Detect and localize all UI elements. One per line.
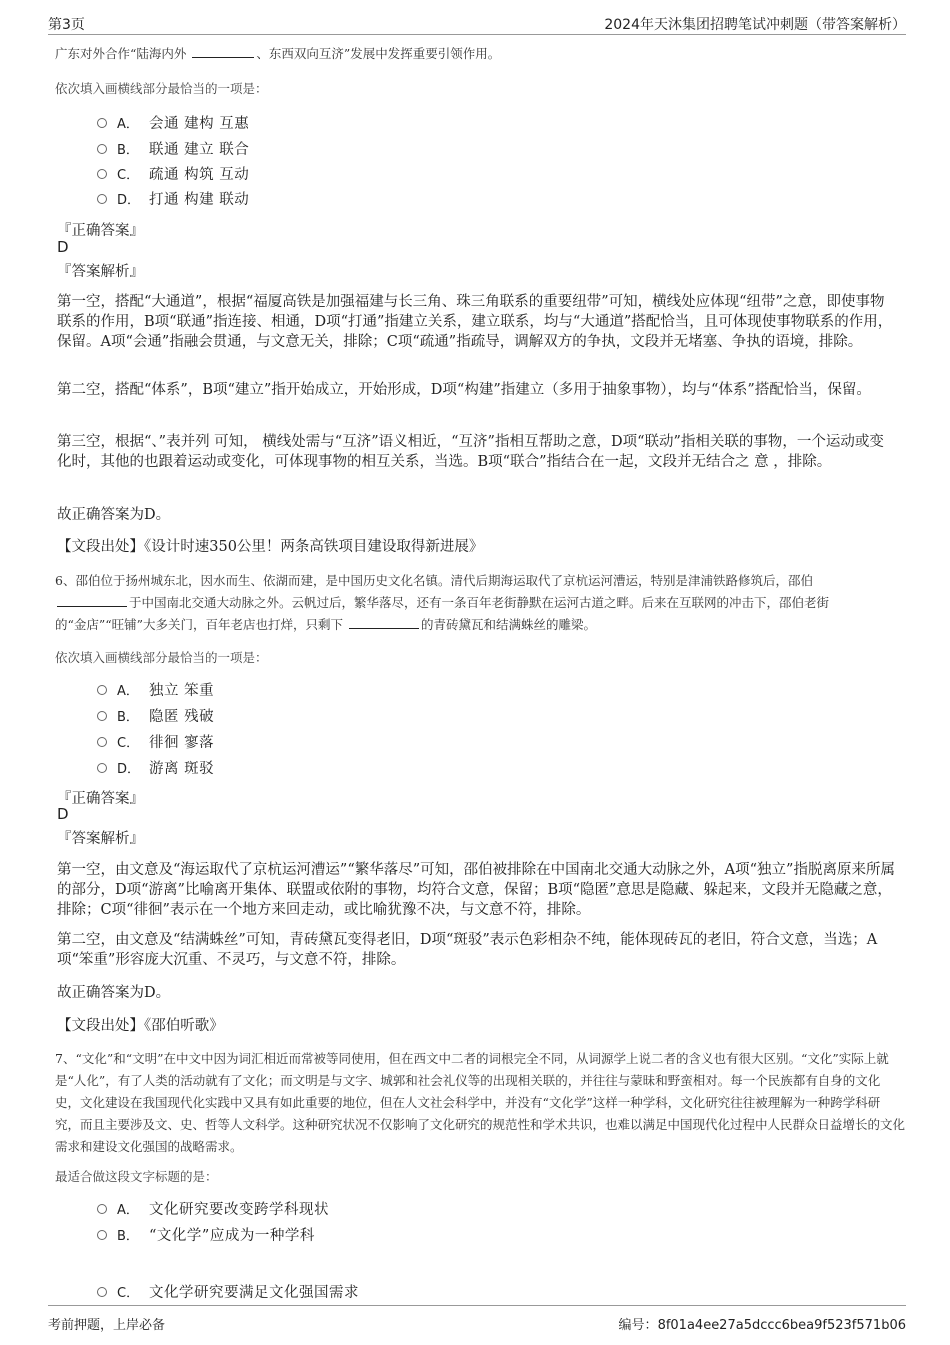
q5-conclusion: 故正确答案为D。 <box>57 507 171 523</box>
q6-conclusion: 故正确答案为D。 <box>57 985 171 1001</box>
q6-prompt: 依次填入画横线部分最恰当的一项是： <box>55 650 268 665</box>
radio-icon[interactable] <box>97 1204 107 1214</box>
q5-option-a[interactable] <box>97 113 249 135</box>
page-header <box>48 12 906 35</box>
q6-stem-line3-part2: 的青砖黛瓦和结满蛛丝的雕梁。 <box>421 617 597 632</box>
option-text: 会通 建构 互惠 <box>149 116 250 132</box>
option-letter: D． <box>117 193 141 208</box>
q5-option-c[interactable] <box>97 164 249 186</box>
option-text: 游离 斑驳 <box>149 761 215 777</box>
q6-answer: D <box>57 805 69 823</box>
code-label: 编号： <box>618 1318 658 1333</box>
q6-stem <box>55 570 905 636</box>
option-text: 独立 笨重 <box>149 683 215 699</box>
q6-analysis-label: 『答案解析』 <box>57 831 144 847</box>
q5-option-d[interactable] <box>97 189 249 211</box>
radio-icon[interactable] <box>97 1287 107 1297</box>
q5-stem-part1: 广东对外合作“陆海内外 <box>55 46 191 61</box>
q5-analysis-paragraph: 第一空，搭配“大通道”，根据“福厦高铁是加强福建与长三角、珠三角联系的重要纽带”可知，横线处应体现“纽带”之意，即使事物联系的作用，B项“联通”指连接、相通，D项“打通”指建立关系，建立联系，均与“大通道”搭配恰当，且可体现使事物联系的作用，保留。A项“会通”指融会贯通，与文意无关，排除；C项“疏通”指疏导，调解双方的争执，文段并无堵塞、争执的语境，排除。 <box>57 294 893 350</box>
page-number: 第3页 <box>48 17 85 33</box>
option-text: 文化学研究要满足文化强国需求 <box>149 1285 359 1301</box>
option-letter: B． <box>117 143 139 158</box>
q5-stem-part2: 、东西双向互济”发展中发挥重要引领作用。 <box>256 46 501 61</box>
q5-source: 【文段出处】《设计时速350公里！两条高铁项目建设取得新进展》 <box>57 539 484 555</box>
q7-prompt: 最适合做这段文字标题的是： <box>55 1169 218 1184</box>
option-text: 隐匿 残破 <box>149 709 215 725</box>
radio-icon[interactable] <box>97 711 107 721</box>
q5-prompt: 依次填入画横线部分最恰当的一项是： <box>55 81 268 96</box>
fill-blank <box>349 616 419 629</box>
q6-stem-line2-text: 于中国南北交通大动脉之外。云帆过后，繁华落尽，还有一条百年老街静默在运河古道之畔。后来在互联网的冲击下，邵伯老街 <box>129 595 830 610</box>
option-letter: D． <box>117 762 141 777</box>
q6-analysis-paragraph: 第一空，由文意及“海运取代了京杭运河漕运”“繁华落尽”可知，邵伯被排除在中国南北交通大动脉之外，A项“独立”指脱离原来所属的部分，D项“游离”比喻离开集体、联盟或依附的事物，均符合文意，保留；B项“隐匿”意思是隐藏、躲起来，文段并无隐藏之意，排除；C项“徘徊”表示在一个地方来回走动，或比喻犹豫不决，与文意不符，排除。 <box>57 862 895 918</box>
q6-stem-line1: 6、邵伯位于扬州城东北，因水而生、依湖而建，是中国历史文化名镇。清代后期海运取代了京杭运河漕运，特别是津浦铁路修筑后，邵伯 <box>55 573 813 588</box>
q5-analysis-label: 『答案解析』 <box>57 264 144 280</box>
radio-icon[interactable] <box>97 194 107 204</box>
document-title: 2024年天沐集团招聘笔试冲刺题（带答案解析） <box>604 17 906 33</box>
q7-option-b[interactable] <box>97 1225 315 1247</box>
document-code <box>619 1314 906 1333</box>
option-text: 文化研究要改变跨学科现状 <box>149 1202 329 1218</box>
radio-icon[interactable] <box>97 737 107 747</box>
radio-icon[interactable] <box>97 169 107 179</box>
option-letter: A． <box>117 684 139 699</box>
option-letter: A． <box>117 117 139 132</box>
q5-option-b[interactable] <box>97 139 249 161</box>
q5-answer: D <box>57 238 69 256</box>
q7-stem: 7、“文化”和“文明”在中文中因为词汇相近而常被等同使用，但在西文中二者的词根完全不同，从词源学上说二者的含义也有很大区别。“文化”实际上就是“人化”，有了人类的活动就有了文化；而文明是与文字、城郭和社会礼仪等的出现相关联的，并往往与蒙昧和野蛮相对。每一个民族都有自身的文化史，文化建设在我国现代化实践中又具有如此重要的地位，但在人文社会科学中，并没有“文化学”这样一种学科，文化研究往往被理解为一种跨学科研究，而且主要涉及文、史、哲等人文科学。这种研究状况不仅影响了文化研究的规范性和学术共识，也难以满足中国现代化过程中人民群众日益增长的文化需求和建设文化强国的战略需求。 <box>55 1051 906 1154</box>
q5-answer-label: 『正确答案』 <box>57 223 144 239</box>
radio-icon[interactable] <box>97 118 107 128</box>
option-letter: A． <box>117 1203 139 1218</box>
option-letter: C． <box>117 168 140 183</box>
q5-analysis-paragraph: 第三空，根据“、”表并列 可知， 横线处需与“互济”语义相近，“互济”指相互帮助之意，D项“联动”指相关联的事物，一个运动或变化时，其他的也跟着运动或变化，可体现事物的相互关系，当选。B项“联合”指结合在一起，文段并无结合之 意 ，排除。 <box>57 434 884 470</box>
option-text: “文化学”应成为一种学科 <box>149 1228 315 1244</box>
footer-slogan: 考前押题，上岸必备 <box>48 1318 166 1333</box>
q5-analysis-paragraph: 第二空，搭配“体系”，B项“建立”指开始成立，开始形成，D项“构建”指建立（多用于抽象事物），均与“体系”搭配恰当，保留。 <box>57 382 871 398</box>
option-letter: C． <box>117 736 140 751</box>
option-text: 徘徊 寥落 <box>149 735 215 751</box>
q6-source: 【文段出处】《邵伯听歌》 <box>57 1018 224 1034</box>
option-text: 疏通 构筑 互动 <box>149 167 250 183</box>
radio-icon[interactable] <box>97 763 107 773</box>
q6-answer-label: 『正确答案』 <box>57 791 144 807</box>
page-footer <box>48 1305 906 1333</box>
q7-option-a[interactable] <box>97 1199 329 1221</box>
option-text: 联通 建立 联合 <box>149 142 250 158</box>
q6-stem-line3 <box>55 614 905 636</box>
q6-stem-line2 <box>55 592 905 614</box>
q6-stem-line3-part1: 的“金店”“旺铺”大多关门，百年老店也打烊，只剩下 <box>55 617 348 632</box>
option-text: 打通 构建 联动 <box>149 192 250 208</box>
fill-blank <box>57 594 127 607</box>
q6-option-a[interactable] <box>97 680 214 702</box>
option-letter: B． <box>117 1229 139 1244</box>
q6-option-c[interactable] <box>97 732 214 754</box>
q6-option-b[interactable] <box>97 706 214 728</box>
q6-option-d[interactable] <box>97 758 214 780</box>
q7-option-c[interactable] <box>97 1282 359 1304</box>
q6-analysis-paragraph: 第二空，由文意及“结满蛛丝”可知，青砖黛瓦变得老旧，D项“斑驳”表示色彩相杂不纯，能体现砖瓦的老旧，符合文意，当选；A项“笨重”形容庞大沉重、不灵巧，与文意不符，排除。 <box>57 932 878 968</box>
q5-stem <box>55 43 905 65</box>
radio-icon[interactable] <box>97 1230 107 1240</box>
option-letter: B． <box>117 710 139 725</box>
code-value: 8f01a4ee27a5dccc6bea9f523f571b06 <box>657 1318 906 1333</box>
radio-icon[interactable] <box>97 144 107 154</box>
option-letter: C． <box>117 1286 140 1301</box>
fill-blank <box>192 45 254 58</box>
radio-icon[interactable] <box>97 685 107 695</box>
